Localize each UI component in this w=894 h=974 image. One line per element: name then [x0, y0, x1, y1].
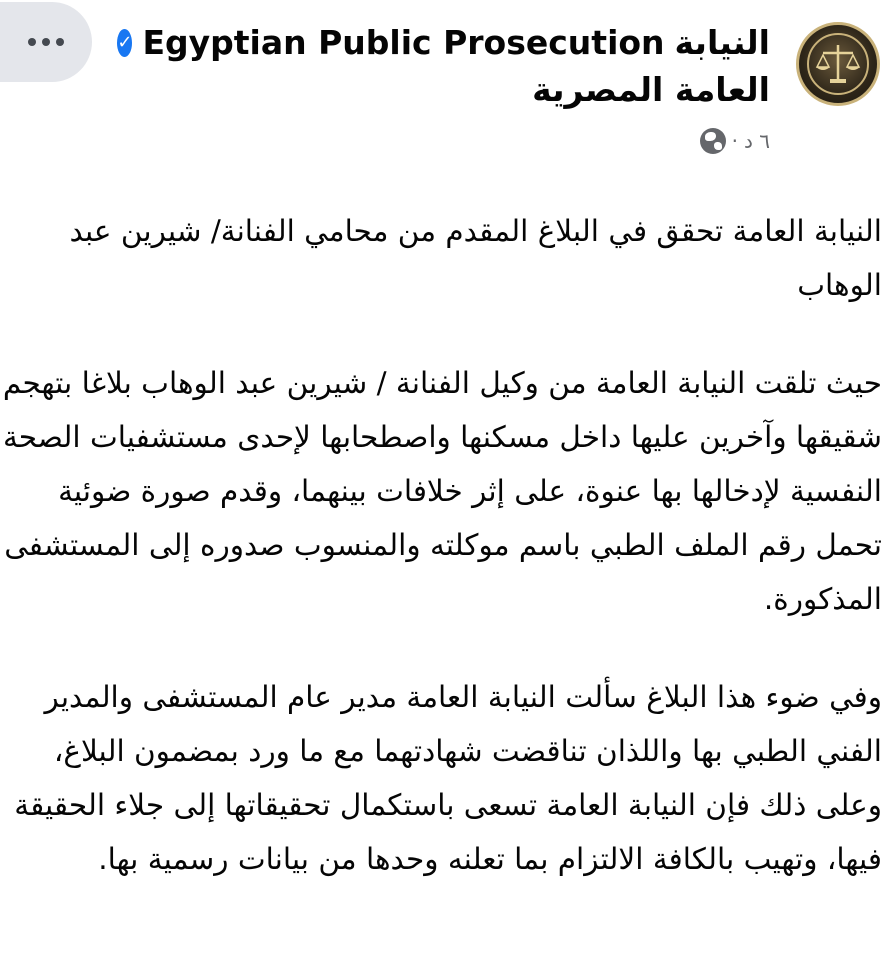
post-body [2, 204, 882, 930]
page-name-line2[interactable]: العامة المصرية [532, 70, 770, 109]
page-avatar[interactable] [796, 22, 880, 106]
post-paragraph: حيث تلقت النيابة العامة من وكيل الفنانة / شيرين عبد الوهاب بلاغا بتهجم شقيقها وآخرين عليها داخل مسكنها واصطحابها لإحدى مستشفيات الصحة النفسية لإدخالها بها عنوة، على إثر خلافات بينهما، وقدم صورة ضوئية تحمل رقم الملف الطبي باسم موكلته والمنسوب صدوره إلى المستشفى المذكورة. [2, 366, 882, 616]
scales-of-justice-logo-icon [803, 29, 873, 99]
meta-separator: · [731, 129, 738, 153]
more-options-button[interactable] [0, 2, 92, 82]
post-header [117, 20, 770, 154]
post-timestamp[interactable]: ٦ د [743, 129, 770, 153]
post-paragraph-title: النيابة العامة تحقق في البلاغ المقدم من محامي الفنانة/ شيرين عبد الوهاب [69, 214, 882, 302]
post-meta [130, 128, 770, 154]
page-name-latin[interactable]: Egyptian Public Prosecution [142, 23, 665, 62]
post-paragraph: وفي ضوء هذا البلاغ سألت النيابة العامة مدير عام المستشفى والمدير الفني الطبي بها واللذان تناقضت شهادتهما مع ما ورد بمضمون البلاغ، وعلى ذلك فإن النيابة العامة تسعى باستكمال تحقيقاتها إلى جلاء الحقيقة فيها، وتهيب بالكافة الالتزام بما تعلنه وحدها من بيانات رسمية بها. [14, 680, 882, 876]
page-name-line1[interactable] [117, 20, 770, 66]
ellipsis-icon [42, 38, 50, 46]
page-name-arabic-prefix[interactable]: النيابة [674, 23, 770, 62]
ellipsis-icon [28, 38, 36, 46]
globe-icon[interactable] [700, 128, 726, 154]
verified-badge-icon: ✓ [117, 29, 132, 57]
ellipsis-icon [56, 38, 64, 46]
